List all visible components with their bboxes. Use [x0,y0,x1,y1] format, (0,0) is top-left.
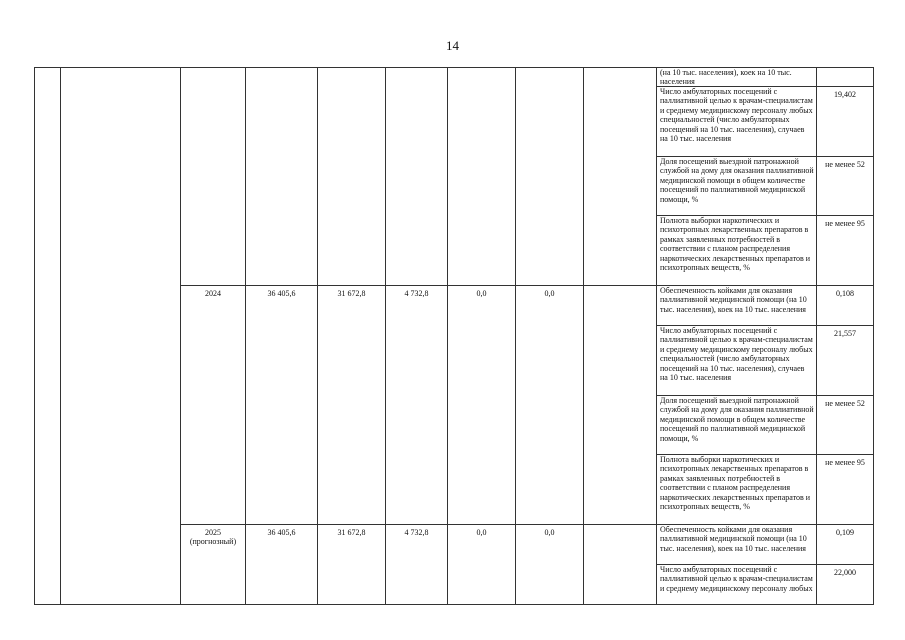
amount-cell-col4: 0,0 [448,286,516,525]
indicator-value: 19,402 [817,87,874,157]
indicator-value [817,68,874,87]
amount-cell-total: 36 405,6 [246,525,318,605]
year-note: (прогнозный) [189,537,237,547]
indicator-name [657,326,817,396]
empty-cell [584,286,657,525]
indicator-value: 21,557 [817,326,874,396]
year-label: 2024 [205,289,221,298]
indicator-name [657,286,817,326]
indicator-text: Число амбулаторных посещений с паллиативной целью к врачам-специалистам и среднему медицинскому персоналу любых специальностей (число амбулаторных посещений на 10 тыс. населения), случаев на 10 тыс. населения [660,326,813,383]
amount-cell-col5: 0,0 [516,286,584,525]
indicator-name [657,216,817,286]
name-cell [61,68,181,605]
amount-cell-col4: 0,0 [448,525,516,605]
amount-cell-col3 [386,68,448,286]
year-cell [181,286,246,525]
amount-cell-col2 [318,68,386,286]
year-cell [181,525,246,605]
indicator-value: не менее 95 [817,455,874,525]
amount-cell-col4 [448,68,516,286]
amount-cell-col3: 4 732,8 [386,525,448,605]
empty-cell [584,68,657,286]
amount-cell-total: 36 405,6 [246,286,318,525]
program-table [34,67,874,605]
page-number: 14 [446,38,459,53]
indicator-value: не менее 95 [817,216,874,286]
indicator-text: (на 10 тыс. населения), коек на 10 тыс. населения [660,68,792,86]
amount-cell-col2: 31 672,8 [318,525,386,605]
indicator-name [657,157,817,216]
indicator-value: не менее 52 [817,396,874,455]
indicator-text: Полнота выборки наркотических и психотропных лекарственных препаратов в рамках заявленных потребностей в соответствии с планом распределения наркотических лекарственных препаратов и психотропных веществ, % [660,455,811,512]
indicator-value: 22,000 [817,565,874,605]
indicator-text: Число амбулаторных посещений с паллиативной целью к врачам-специалистам и среднему медицинскому персоналу любых [660,565,813,593]
indicator-value: 0,108 [817,286,874,326]
indicator-text: Полнота выборки наркотических и психотропных лекарственных препаратов в рамках заявленных потребностей в соответствии с планом распределения наркотических лекарственных препаратов и психотропных веществ, % [660,216,811,273]
year-cell [181,68,246,286]
indicator-name [657,87,817,157]
indicator-text: Доля посещений выездной патронажной службой на дому для оказания паллиативной медицинской помощи в общем количестве посещений по паллиативной медицинской помощи, % [660,396,814,443]
indicator-text: Доля посещений выездной патронажной службой на дому для оказания паллиативной медицинской помощи в общем количестве посещений по паллиативной медицинской помощи, % [660,157,814,204]
indicator-name [657,565,817,605]
indicator-text: Число амбулаторных посещений с паллиативной целью к врачам-специалистам и среднему медицинскому персоналу любых специальностей (число амбулаторных посещений на 10 тыс. населения), случаев на 10 тыс. населения [660,87,813,144]
indicator-name [657,396,817,455]
amount-cell-col2: 31 672,8 [318,286,386,525]
empty-cell [584,525,657,605]
indicator-value: не менее 52 [817,157,874,216]
indicator-text: Обеспеченность койками для оказания паллиативной медицинской помощи (на 10 тыс. населения), коек на 10 тыс. населения [660,525,807,553]
indicator-value: 0,109 [817,525,874,565]
amount-cell-total [246,68,318,286]
amount-cell-col3: 4 732,8 [386,286,448,525]
indicator-name [657,455,817,525]
indicator-text: Обеспеченность койками для оказания паллиативной медицинской помощи (на 10 тыс. населения), коек на 10 тыс. населения [660,286,807,314]
amount-cell-col5 [516,68,584,286]
number-cell [35,68,61,605]
amount-cell-col5: 0,0 [516,525,584,605]
year-label: 2025 [205,528,221,537]
table-row [35,68,874,87]
indicator-name [657,525,817,565]
indicator-name [657,68,817,87]
